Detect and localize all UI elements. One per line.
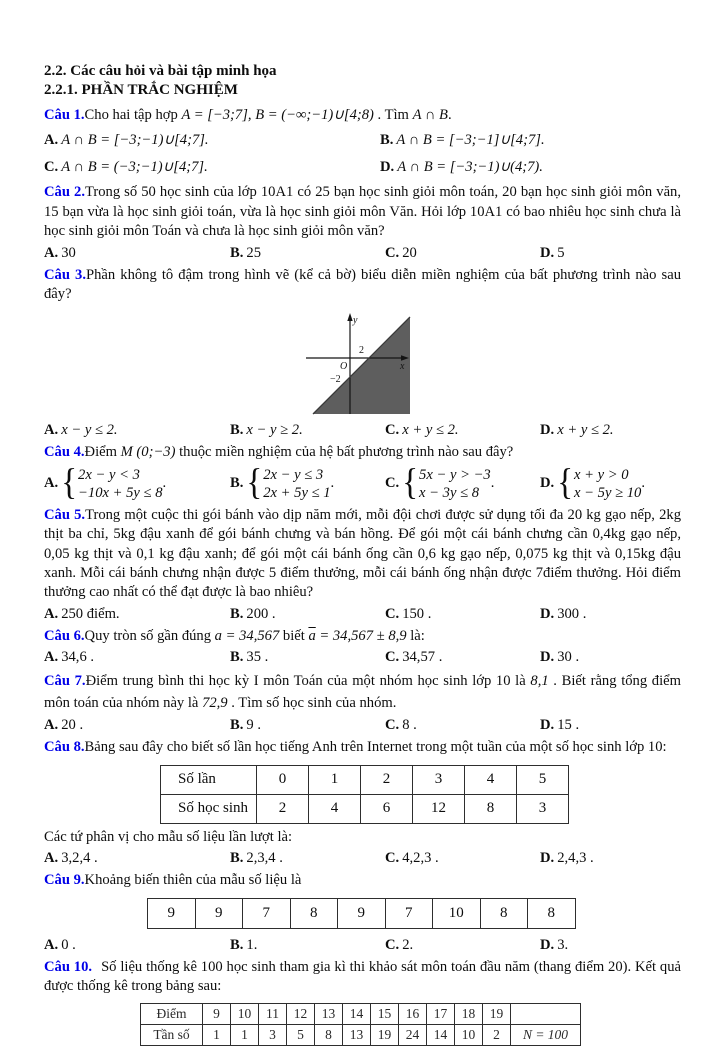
inequality-line: −10x + 5y ≤ 8 <box>78 484 162 502</box>
question-10-statement <box>44 958 681 997</box>
x-intercept-label: 2 <box>359 345 364 356</box>
option-b <box>230 243 385 264</box>
section-heading: 2.2. Các câu hỏi và bài tập minh họa <box>44 62 681 81</box>
table-cell-total: N = 100 <box>511 1025 581 1046</box>
table-cell: 10 <box>455 1025 483 1046</box>
question-8-statement <box>44 738 681 757</box>
option-key: B. <box>230 850 243 866</box>
option-value: 20 <box>402 245 417 261</box>
table-cell: 9 <box>338 898 386 928</box>
option-d <box>540 647 681 668</box>
table-cell: 19 <box>371 1025 399 1046</box>
question-6-text: là: <box>407 628 425 644</box>
option-a <box>44 647 230 668</box>
table-cell: 12 <box>413 794 465 823</box>
table-cell: 0 <box>257 765 309 794</box>
question-3-label: Câu 3. <box>44 267 86 283</box>
question-7 <box>44 670 681 736</box>
option-formula: x + y ≤ 2. <box>402 422 458 438</box>
set-definition-formula: A = [−3;7], B = (−∞;−1)∪[4;8) <box>181 107 373 123</box>
option-d <box>540 848 681 869</box>
question-7-text: Điểm trung bình thi học kỳ I môn Toán của một nhóm học sinh lớp 10 là <box>86 673 531 689</box>
table-row <box>141 1004 581 1025</box>
table-cell: 2 <box>257 794 309 823</box>
question-8-options <box>44 848 681 869</box>
inequality-line: 2x − y < 3 <box>78 466 162 484</box>
option-a <box>44 127 380 154</box>
subsection-heading: 2.2.1. PHẦN TRẮC NGHIỆM <box>44 81 681 100</box>
half-plane-graph <box>303 311 413 416</box>
question-4-options <box>44 466 681 502</box>
option-formula: A ∩ B = (−3;−1)∪[4;7]. <box>61 159 208 175</box>
option-a <box>44 848 230 869</box>
option-b <box>230 466 385 502</box>
option-key: B. <box>230 473 243 494</box>
option-value: 35 . <box>246 649 268 665</box>
option-d <box>540 420 681 441</box>
table-cell: 15 <box>371 1004 399 1025</box>
option-key: A. <box>44 422 58 438</box>
option-formula: x + y ≤ 2. <box>557 422 613 438</box>
option-key: D. <box>540 422 554 438</box>
question-4-label: Câu 4. <box>44 444 85 460</box>
table-cell: 19 <box>483 1004 511 1025</box>
option-c <box>44 154 380 181</box>
option-key: A. <box>44 245 58 261</box>
option-key: C. <box>385 245 399 261</box>
option-key: B. <box>230 937 243 953</box>
table-row <box>161 794 569 823</box>
table-cell: 3 <box>517 794 569 823</box>
question-5-statement <box>44 506 681 603</box>
option-value: 34,6 . <box>61 649 94 665</box>
option-a <box>44 420 230 441</box>
question-6-statement <box>44 627 681 646</box>
option-d <box>540 466 681 502</box>
origin-label: O <box>340 361 347 372</box>
option-value: 25 <box>246 245 261 261</box>
table-cell: 1 <box>231 1025 259 1046</box>
table-cell: Số học sinh <box>161 794 257 823</box>
question-3-options <box>44 420 681 441</box>
option-formula: A ∩ B = [−3;−1]∪[4;7]. <box>396 132 544 148</box>
question-8-subtext: Các tứ phân vị cho mẫu số liệu lần lượt là: <box>44 828 681 847</box>
score-frequency-table-q10 <box>140 1003 581 1046</box>
question-1-options <box>44 127 681 181</box>
table-cell: 5 <box>517 765 569 794</box>
option-value: 15 . <box>557 717 579 733</box>
mean-value: 8,1 <box>530 673 548 689</box>
table-cell: 9 <box>203 1004 231 1025</box>
option-dot: . <box>641 473 645 494</box>
question-9-text: Khoảng biến thiên của mẫu số liệu là <box>85 872 302 888</box>
option-value: 150 . <box>402 606 431 622</box>
table-cell: 3 <box>259 1025 287 1046</box>
a-bar-symbol: $\overline{a}$ <box>308 628 315 644</box>
option-c <box>385 935 540 956</box>
region-figure <box>303 311 413 416</box>
table-cell: 7 <box>243 898 291 928</box>
question-6-text: Quy tròn số gần đúng <box>85 628 215 644</box>
option-value: 1. <box>246 937 257 953</box>
option-dot: . <box>331 473 335 494</box>
table-cell: 16 <box>399 1004 427 1025</box>
option-value: 2,4,3 . <box>557 850 593 866</box>
option-key: B. <box>230 422 243 438</box>
inequality-line: x − 5y ≥ 10 <box>574 484 641 502</box>
question-2-statement <box>44 183 681 241</box>
option-d <box>540 243 681 264</box>
inequality-line: 2x − y ≤ 3 <box>263 466 330 484</box>
table-cell: 8 <box>528 898 576 928</box>
inequality-system <box>557 466 641 502</box>
bound-formula: = 34,567 ± 8,9 <box>316 628 407 644</box>
option-value: 20 . <box>61 717 83 733</box>
question-10-text: Số liệu thống kê 100 học sinh tham gia kì thi khảo sát môn toán đầu năm (thang điểm 20). Kết quả được thống kê trong bảng sau: <box>44 959 681 994</box>
table-cell: 13 <box>343 1025 371 1046</box>
option-value: 300 . <box>557 606 586 622</box>
question-5-label: Câu 5. <box>44 507 85 523</box>
option-c <box>385 420 540 441</box>
option-key: A. <box>44 473 58 494</box>
question-4-text: thuộc miền nghiệm của hệ bất phương trình nào sau đây? <box>175 444 513 460</box>
brace-glyph: { <box>557 465 573 502</box>
y-intercept-label: −2 <box>330 374 341 385</box>
option-b <box>230 935 385 956</box>
option-value: 4,2,3 . <box>402 850 438 866</box>
question-5-text: Trong một cuộc thi gói bánh vào dịp năm mới, mỗi đội chơi được sử dụng tối đa 20 kg gạo nếp, 2kg thịt ba chỉ, 5kg đậu xanh để gói bánh chưng và bán hồng. Để gói một cái bánh chưng cần 0,4kg gạo nếp, 0,05 kg thịt và 0,1 kg đậu xanh; để gói một cái bánh ống cần 0,6 kg gạo nếp, 0,075 kg thịt và 0,15kg đậu xanh. Mỗi cái bánh chưng nhận được 5 điểm thưởng, mỗi cái bánh ống nhận được 7điểm thưởng. Hỏi điểm thưởng cao nhất có thể đạt được là bao nhiêu? <box>44 507 681 601</box>
option-a <box>44 466 230 502</box>
inequality-line: x + y > 0 <box>574 466 641 484</box>
question-2-text: Trong số 50 học sinh của lớp 10A1 có 25 bạn học sinh giỏi môn toán, 20 bạn học sinh giỏi môn văn, 15 bạn vừa là học sinh giỏi toán, vừa là học sinh giỏi môn Văn. Hỏi lớp 10A1 có bao nhiêu học sinh chưa là học sinh giỏi môn Toán và chưa là học sinh giỏi môn văn? <box>44 184 681 239</box>
option-value: 0 . <box>61 937 76 953</box>
table-cell: 18 <box>455 1004 483 1025</box>
question-9 <box>44 871 681 955</box>
question-3-statement <box>44 266 681 305</box>
point-formula: M (0;−3) <box>121 444 176 460</box>
question-6 <box>44 627 681 668</box>
option-formula: x − y ≤ 2. <box>61 422 117 438</box>
x-axis-label: x <box>399 361 405 372</box>
question-3-text: Phần không tô đậm trong hình vẽ (kể cả bờ) biểu diễn miền nghiệm của bất phương trình nào sau đây? <box>44 267 681 302</box>
option-b <box>380 127 681 154</box>
brace-glyph: { <box>402 465 418 502</box>
question-7-text: . Biết rằng tổng điểm môn toán của nhóm này là <box>44 673 681 711</box>
table-cell: 8 <box>290 898 338 928</box>
option-key: A. <box>44 850 58 866</box>
option-key: A. <box>44 132 58 148</box>
inequality-system <box>61 466 162 502</box>
table-cell <box>511 1004 581 1025</box>
question-1 <box>44 106 681 181</box>
option-value: 250 điểm. <box>61 606 119 622</box>
question-8 <box>44 738 681 869</box>
option-value: 5 <box>557 245 564 261</box>
option-a <box>44 243 230 264</box>
question-1-label: Câu 1. <box>44 107 85 123</box>
option-key: A. <box>44 649 58 665</box>
option-d <box>540 935 681 956</box>
option-value: 30 . <box>557 649 579 665</box>
question-4 <box>44 443 681 501</box>
table-cell: 8 <box>315 1025 343 1046</box>
question-1-statement <box>44 106 681 125</box>
question-2-label: Câu 2. <box>44 184 85 200</box>
option-value: 30 <box>61 245 76 261</box>
table-cell: 10 <box>433 898 481 928</box>
question-8-text: Bảng sau đây cho biết số lần học tiếng Anh trên Internet trong một tuần của một số học sinh lớp 10: <box>85 739 667 755</box>
question-2 <box>44 183 681 263</box>
table-cell: 14 <box>427 1025 455 1046</box>
question-4-text: Điểm <box>85 444 121 460</box>
option-key: C. <box>385 473 399 494</box>
option-key: D. <box>540 473 554 494</box>
option-b <box>230 848 385 869</box>
table-cell: 13 <box>315 1004 343 1025</box>
option-key: C. <box>385 850 399 866</box>
option-key: D. <box>380 159 394 175</box>
option-a <box>44 935 230 956</box>
inequality-line: x − 3y ≤ 8 <box>419 484 491 502</box>
intersection-formula: A ∩ B <box>413 107 448 123</box>
option-key: C. <box>385 606 399 622</box>
option-key: C. <box>385 422 399 438</box>
question-10 <box>44 958 681 1046</box>
question-7-label: Câu 7. <box>44 673 86 689</box>
inequality-line: 2x + 5y ≤ 1 <box>263 484 330 502</box>
question-9-options <box>44 935 681 956</box>
table-row <box>141 1025 581 1046</box>
option-d <box>540 715 681 736</box>
frequency-table-q8 <box>160 765 569 824</box>
table-cell: Tần số <box>141 1025 203 1046</box>
option-b <box>230 647 385 668</box>
question-10-label: Câu 10. <box>44 959 92 975</box>
table-row <box>161 765 569 794</box>
option-c <box>385 243 540 264</box>
option-value: 9 . <box>246 717 261 733</box>
option-d <box>380 154 681 181</box>
question-7-options <box>44 715 681 736</box>
option-key: C. <box>385 649 399 665</box>
table-cell: 9 <box>148 898 196 928</box>
option-formula: A ∩ B = [−3;−1)∪[4;7]. <box>61 132 208 148</box>
option-key: B. <box>230 245 243 261</box>
question-2-options <box>44 243 681 264</box>
option-key: C. <box>44 159 58 175</box>
option-key: D. <box>540 245 554 261</box>
option-dot: . <box>163 473 167 494</box>
question-9-label: Câu 9. <box>44 872 85 888</box>
option-a <box>44 604 230 625</box>
option-value: 3. <box>557 937 568 953</box>
option-key: D. <box>540 937 554 953</box>
brace-glyph: { <box>61 465 77 502</box>
option-value: 3,2,4 . <box>61 850 97 866</box>
inequality-system <box>402 466 491 502</box>
option-key: B. <box>230 717 243 733</box>
option-key: A. <box>44 717 58 733</box>
table-cell: 24 <box>399 1025 427 1046</box>
table-cell: 10 <box>231 1004 259 1025</box>
table-cell: 4 <box>309 794 361 823</box>
table-cell: 2 <box>483 1025 511 1046</box>
table-cell: 1 <box>309 765 361 794</box>
option-b <box>230 420 385 441</box>
option-key: D. <box>540 606 554 622</box>
table-cell: 7 <box>385 898 433 928</box>
table-cell: 2 <box>361 765 413 794</box>
question-4-statement <box>44 443 681 462</box>
table-cell: 12 <box>287 1004 315 1025</box>
brace-glyph: { <box>246 465 262 502</box>
question-1-text: . Tìm <box>374 107 413 123</box>
question-7-statement <box>44 670 681 714</box>
option-c <box>385 647 540 668</box>
option-c <box>385 604 540 625</box>
question-6-options <box>44 647 681 668</box>
table-cell: 1 <box>203 1025 231 1046</box>
option-key: D. <box>540 649 554 665</box>
option-c <box>385 466 540 502</box>
option-key: D. <box>540 850 554 866</box>
table-cell: 14 <box>343 1004 371 1025</box>
option-c <box>385 848 540 869</box>
table-cell: 5 <box>287 1025 315 1046</box>
question-6-label: Câu 6. <box>44 628 85 644</box>
data-table-q9 <box>147 898 576 929</box>
option-key: B. <box>230 606 243 622</box>
option-key: B. <box>380 132 393 148</box>
table-row <box>148 898 576 928</box>
question-5-options <box>44 604 681 625</box>
question-3 <box>44 266 681 442</box>
table-cell: 6 <box>361 794 413 823</box>
option-value: 34,57 . <box>402 649 442 665</box>
option-b <box>230 604 385 625</box>
table-cell: 11 <box>259 1004 287 1025</box>
question-8-label: Câu 8. <box>44 739 85 755</box>
table-cell: 3 <box>413 765 465 794</box>
inequality-line: 5x − y > −3 <box>419 466 491 484</box>
question-1-text: . <box>448 107 452 123</box>
option-key: B. <box>230 649 243 665</box>
question-1-text: Cho hai tập hợp <box>85 107 182 123</box>
option-key: C. <box>385 717 399 733</box>
table-cell: Điểm <box>141 1004 203 1025</box>
question-6-text: biết <box>279 628 308 644</box>
question-7-text: . Tìm số học sinh của nhóm. <box>228 695 397 711</box>
option-d <box>540 604 681 625</box>
question-5 <box>44 506 681 625</box>
option-value: 8 . <box>402 717 417 733</box>
option-b <box>230 715 385 736</box>
option-key: A. <box>44 937 58 953</box>
total-value: 72,9 <box>202 695 228 711</box>
option-key: C. <box>385 937 399 953</box>
y-axis-arrowhead <box>347 313 352 321</box>
option-formula: A ∩ B = [−3;−1)∪(4;7). <box>397 159 543 175</box>
inequality-system <box>246 466 330 502</box>
table-cell: 8 <box>480 898 528 928</box>
option-value: 200 . <box>246 606 275 622</box>
option-value: 2,3,4 . <box>246 850 282 866</box>
option-dot: . <box>491 473 495 494</box>
table-cell: 17 <box>427 1004 455 1025</box>
approx-value-formula: a = 34,567 <box>215 628 280 644</box>
option-c <box>385 715 540 736</box>
option-a <box>44 715 230 736</box>
table-cell: Số lần <box>161 765 257 794</box>
question-9-statement <box>44 871 681 890</box>
y-axis-label: y <box>352 315 358 326</box>
option-formula: x − y ≥ 2. <box>246 422 302 438</box>
option-key: A. <box>44 606 58 622</box>
table-cell: 8 <box>465 794 517 823</box>
table-cell: 4 <box>465 765 517 794</box>
table-cell: 9 <box>195 898 243 928</box>
option-key: D. <box>540 717 554 733</box>
option-value: 2. <box>402 937 413 953</box>
